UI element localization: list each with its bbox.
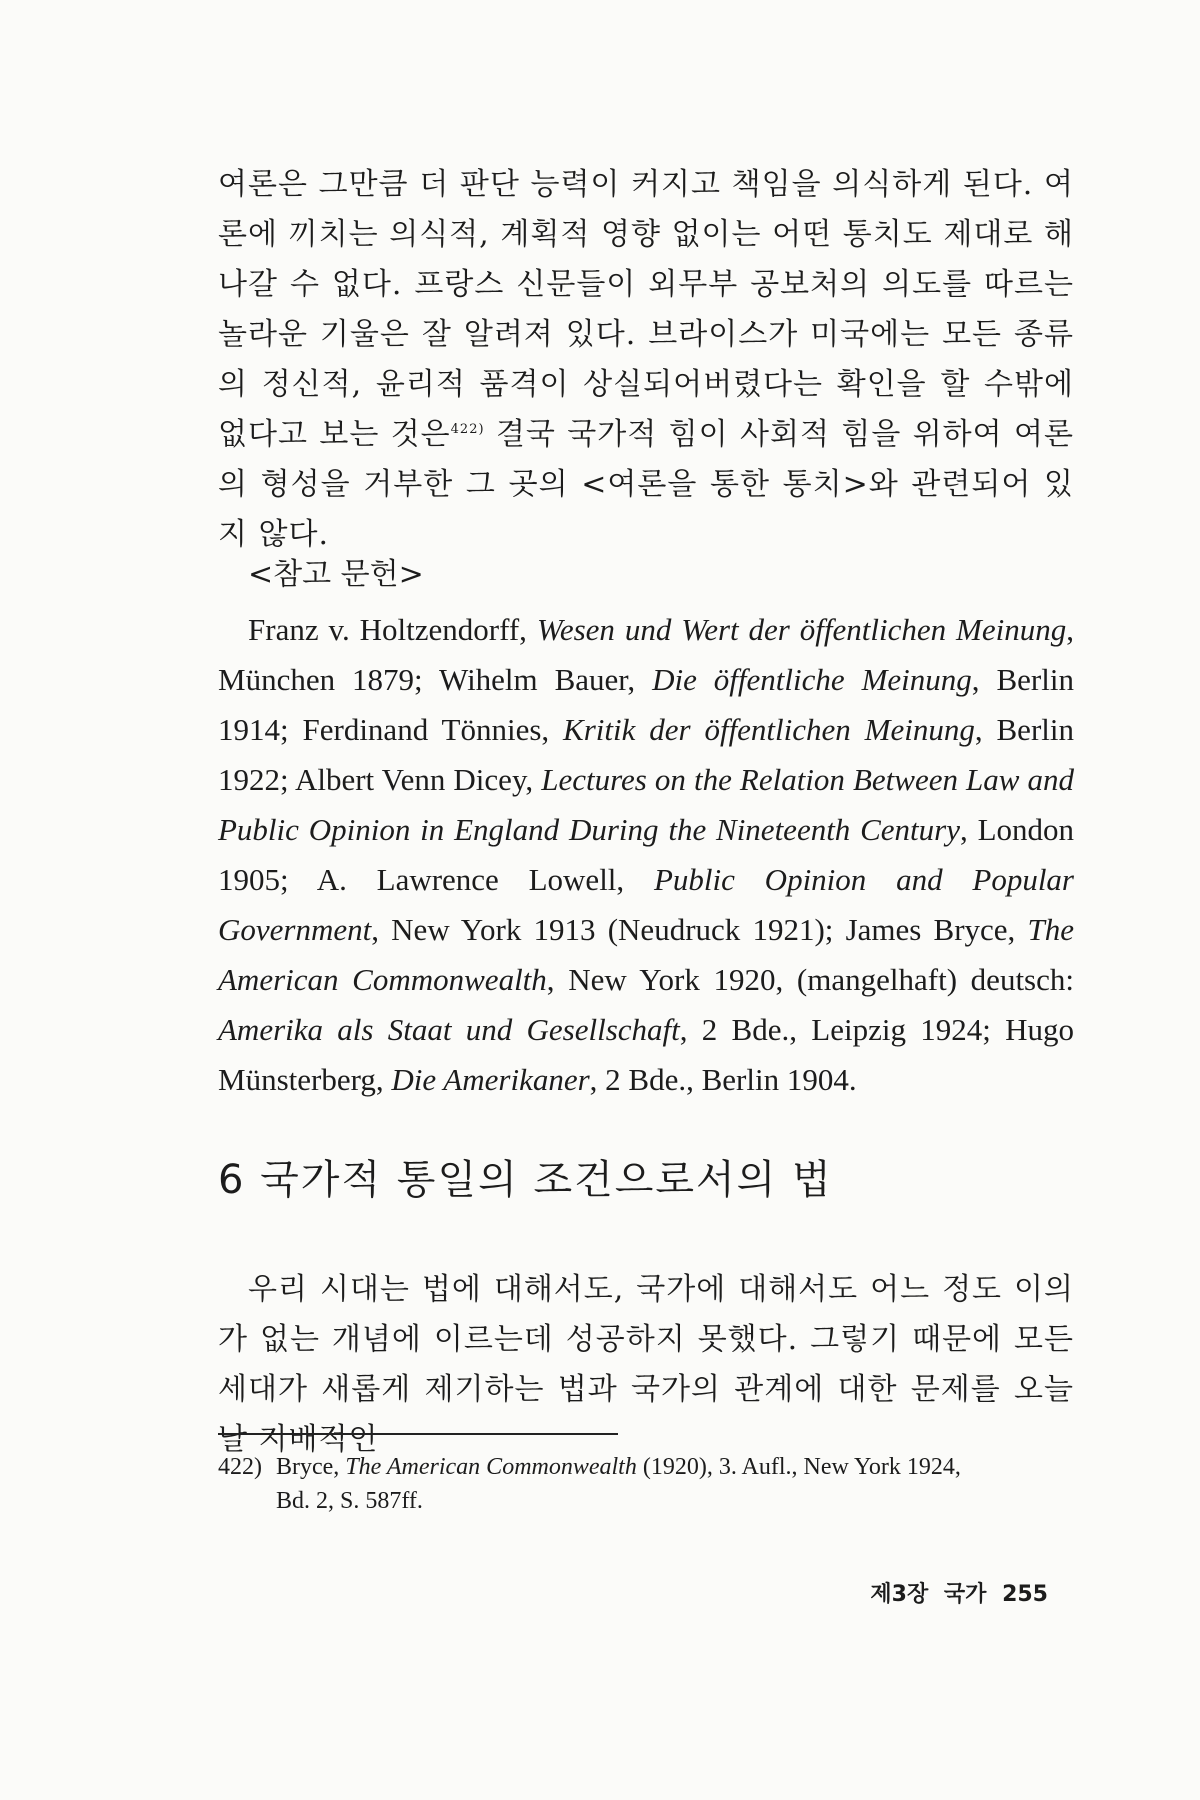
chapter-title: 국가 bbox=[943, 1582, 987, 1607]
body-paragraph-2 bbox=[218, 1265, 1074, 1465]
section-title-text: 국가적 통일의 조건으로서의 법 bbox=[260, 1157, 833, 1203]
paragraph-text-before-note: 여론은 그만큼 더 판단 능력이 커지고 책임을 의식하게 된다. 여론에 끼치는 의식적, 계획적 영향 없이는 어떤 통치도 제대로 해나갈 수 없다. 프랑스 신문들이 외무부 공보처의 의도를 따르는 놀라운 기울은 잘 알려져 있다. 브라이스가 미국에는 모든 종류의 정신적, 윤리적 품격이 상실되어버렸다는 확인을 할 수밖에 없다고 보는 것은 bbox=[218, 167, 1074, 452]
footnote-line-1 bbox=[218, 1450, 1074, 1484]
chapter-label: 제3장 bbox=[870, 1582, 929, 1607]
reference-details: , 2 Bde., Berlin 1904. bbox=[589, 1062, 857, 1097]
footnote-number: 422) bbox=[218, 1454, 262, 1480]
footnote-marker: 422) bbox=[450, 422, 485, 437]
running-footer bbox=[862, 1577, 1048, 1608]
footnote bbox=[218, 1450, 1074, 1518]
footnote-details: (1920), 3. Aufl., New York 1924, bbox=[636, 1454, 961, 1480]
reference-author: A. Lawrence Lowell, bbox=[316, 862, 654, 897]
reference-details: , 2 Bde., Leipzig 1924; bbox=[679, 1012, 1006, 1047]
reference-title: Public Opinion and Popular Government bbox=[218, 862, 1074, 947]
references-heading: <참고 문헌> bbox=[248, 557, 424, 592]
reference-author: James Bryce, bbox=[845, 912, 1028, 947]
paragraph-text-after-note: 결국 국가적 힘이 사회적 힘을 위하여 여론의 형성을 거부한 그 곳의 <여론을 통한 통치>와 관련되어 있지 않다. bbox=[218, 417, 1074, 552]
reference-details: , München 1879; bbox=[218, 612, 1074, 697]
section-number: 6 bbox=[218, 1157, 246, 1203]
section-heading bbox=[218, 1155, 1074, 1205]
page-number: 255 bbox=[1002, 1582, 1048, 1607]
reference-details: , New York 1920, (mangelhaft) deutsch: bbox=[546, 962, 1074, 997]
references-text bbox=[218, 605, 1074, 1105]
footnote-author: Bryce, bbox=[276, 1454, 346, 1480]
footnote-divider bbox=[218, 1433, 618, 1435]
reference-details: , London 1905; bbox=[218, 812, 1075, 897]
reference-author: Albert Venn Dicey, bbox=[294, 762, 542, 797]
reference-author: Franz v. Holtzendorff, bbox=[248, 612, 537, 647]
reference-title: Wesen und Wert der öffentlichen Meinung bbox=[536, 612, 1067, 647]
reference-title: Die öffentliche Meinung bbox=[652, 662, 972, 697]
reference-details: , Berlin 1914; bbox=[218, 662, 1074, 747]
reference-title: The American Commonwealth bbox=[218, 912, 1074, 997]
reference-author: Hugo Münsterberg, bbox=[218, 1012, 1074, 1097]
reference-title: Lectures on the Relation Between Law and Public Opinion in England During the Nineteenth Century bbox=[218, 762, 1074, 847]
references-list bbox=[218, 605, 1074, 1105]
reference-title: Kritik der öffentlichen Meinung bbox=[563, 712, 975, 747]
reference-author: Ferdinand Tönnies, bbox=[302, 712, 564, 747]
body-paragraph-1 bbox=[218, 160, 1074, 560]
paragraph-text bbox=[218, 160, 1074, 560]
reference-author: Wihelm Bauer, bbox=[439, 662, 653, 697]
footnote-line-2: Bd. 2, S. 587ff. bbox=[276, 1488, 423, 1514]
paragraph-text: 우리 시대는 법에 대해서도, 국가에 대해서도 어느 정도 이의가 없는 개념에 이르는데 성공하지 못했다. 그렇기 때문에 모든 세대가 새롭게 제기하는 법과 국가의 관계에 대한 문제를 오늘날 지배적인 bbox=[218, 1272, 1074, 1457]
reference-details: , Berlin 1922; bbox=[218, 712, 1074, 797]
reference-title: Amerika als Staat und Gesellschaft bbox=[218, 1012, 680, 1047]
footnote-title: The American Commonwealth bbox=[345, 1454, 637, 1480]
reference-details: , New York 1913 (Neudruck 1921); bbox=[371, 912, 846, 947]
reference-entry bbox=[218, 1012, 1005, 1047]
reference-title: Die Amerikaner bbox=[391, 1062, 590, 1097]
